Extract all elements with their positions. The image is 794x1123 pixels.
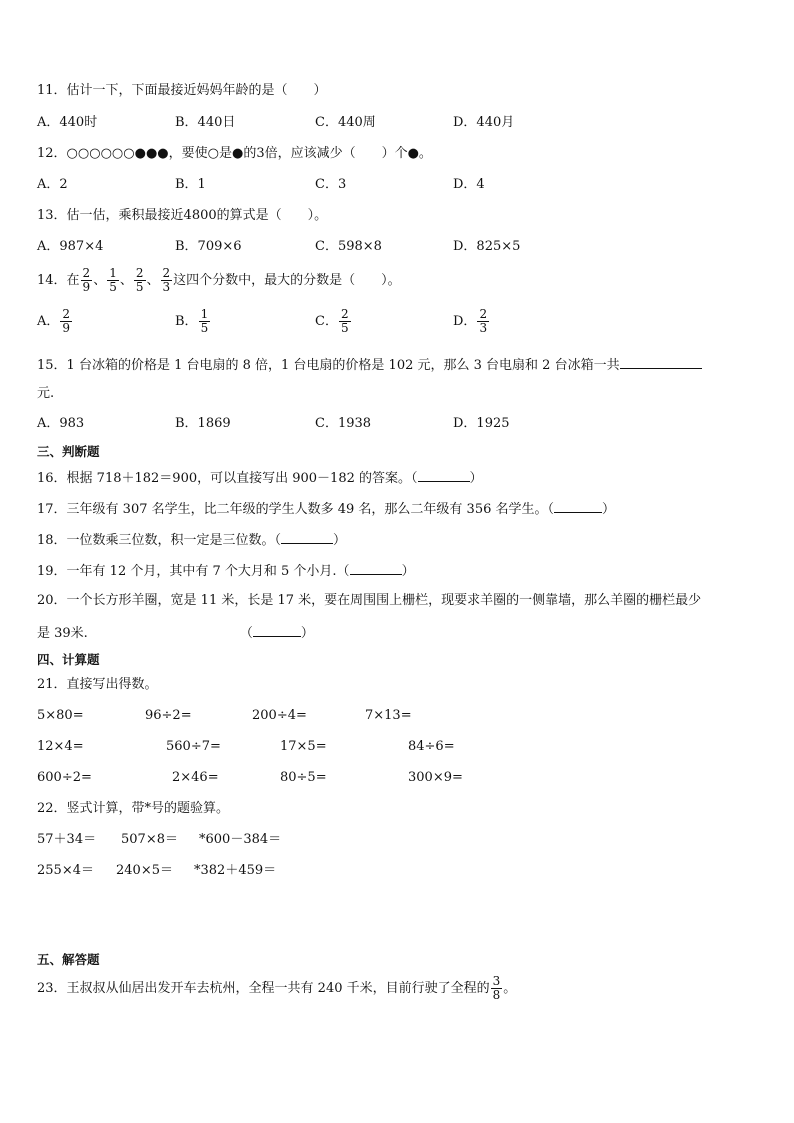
q11-stem: 11．估计一下，下面最接近妈妈年龄的是（ ） xyxy=(37,83,327,98)
fraction: $\frac{1}{5}$ xyxy=(109,266,117,294)
answer-blank[interactable] xyxy=(554,499,602,513)
q14-option-a: A． $\frac{2}{9}$ xyxy=(37,307,71,335)
calc-item: *382＋459＝ xyxy=(194,863,277,878)
q15-option-c: C．1938 xyxy=(315,416,372,431)
calc-item: 7×13= xyxy=(365,708,412,723)
calc-item: *600－384＝ xyxy=(199,832,282,847)
q15-stem-cont: 元. xyxy=(37,386,55,401)
q12-option-c: C．3 xyxy=(315,177,347,192)
q13-option-a: A．987×4 xyxy=(37,239,104,254)
q15-option-b: B．1869 xyxy=(175,416,231,431)
q11-option-b: B．440日 xyxy=(175,115,236,130)
q11-option-c: C．440周 xyxy=(315,115,376,130)
q17: 17．三年级有 307 名学生，比二年级的学生人数多 49 名，那么二年级有 356 名学生。（ ） xyxy=(37,499,615,519)
q21-stem: 21．直接写出得数。 xyxy=(37,677,158,692)
calc-item: 96÷2= xyxy=(145,708,192,723)
q12-option-d: D．4 xyxy=(453,177,485,192)
q12-stem: 12．○○○○○○●●●，要使○是●的3倍，应该减少（ ）个●。 xyxy=(37,146,432,161)
q20-line2: 是 39米. （ ） xyxy=(37,623,314,643)
calc-item: 240×5＝ xyxy=(116,863,173,878)
calc-item: 80÷5= xyxy=(280,770,327,785)
answer-blank[interactable] xyxy=(350,561,402,575)
answer-blank[interactable] xyxy=(281,530,333,544)
separator: 、 xyxy=(119,273,133,288)
q14-stem xyxy=(37,266,401,296)
q22-stem: 22．竖式计算，带*号的题验算。 xyxy=(37,801,230,816)
q16: 16．根据 718＋182＝900，可以直接写出 900－182 的答案。（ ） xyxy=(37,468,483,488)
q19: 19．一年有 12 个月，其中有 7 个大月和 5 个小月.（ ） xyxy=(37,561,415,581)
calc-item: 600÷2= xyxy=(37,770,92,785)
answer-blank[interactable] xyxy=(418,468,470,482)
separator: 、 xyxy=(93,273,107,288)
q23: 23．王叔叔从仙居出发开车去杭州，全程一共有 240 千米，目前行驶了全程的 $\frac{3}{8}$ 。 xyxy=(37,974,517,1002)
calc-item: 12×4= xyxy=(37,739,84,754)
calc-item: 5×80= xyxy=(37,708,84,723)
q13-option-c: C．598×8 xyxy=(315,239,382,254)
calc-item: 200÷4= xyxy=(252,708,307,723)
q15-option-d: D．1925 xyxy=(453,416,510,431)
q11-option-d: D．440月 xyxy=(453,115,515,130)
calc-item: 17×5= xyxy=(280,739,327,754)
q14-option-d: D． $\frac{2}{3}$ xyxy=(453,307,488,335)
q12-option-a: A．2 xyxy=(37,177,68,192)
fraction: $\frac{2}{5}$ xyxy=(135,266,144,294)
section-heading-calculation: 四、计算题 xyxy=(37,652,100,667)
separator: 、 xyxy=(146,273,160,288)
calc-item: 57＋34＝ xyxy=(37,832,97,847)
answer-blank[interactable] xyxy=(620,355,702,369)
calc-item: 560÷7= xyxy=(166,739,221,754)
q14-prefix: 14．在 xyxy=(37,273,80,288)
q14-option-b: B． $\frac{1}{5}$ xyxy=(175,307,209,335)
q15-option-a: A．983 xyxy=(37,416,85,431)
answer-blank[interactable] xyxy=(253,623,301,637)
q11-option-a: A．440时 xyxy=(37,115,98,130)
q18: 18．一位数乘三位数，积一定是三位数。（ ） xyxy=(37,530,346,550)
q14-option-c: C． $\frac{2}{5}$ xyxy=(315,307,349,335)
calc-item: 2×46= xyxy=(172,770,219,785)
q13-stem: 13．估一估，乘积最接近4800的算式是（ ）。 xyxy=(37,208,328,223)
q13-option-d: D．825×5 xyxy=(453,239,521,254)
fraction: $\frac{3}{8}$ xyxy=(492,974,501,1002)
calc-item: 507×8＝ xyxy=(121,832,178,847)
fraction: $\frac{2}{3}$ xyxy=(162,266,171,294)
section-heading-solve: 五、解答题 xyxy=(37,952,100,967)
q13-option-b: B．709×6 xyxy=(175,239,242,254)
q20-line1: 20．一个长方形羊圈，宽是 11 米，长是 17 米，要在周围围上栅栏，现要求羊圈的一侧靠墙，那么羊圈的栅栏最少 xyxy=(37,593,702,608)
fraction: $\frac{2}{9}$ xyxy=(82,266,91,294)
calc-item: 84÷6= xyxy=(408,739,455,754)
q15-stem: 15．1 台冰箱的价格是 1 台电扇的 8 倍，1 台电扇的价格是 102 元，那么 3 台电扇和 2 台冰箱一共 xyxy=(37,355,702,375)
q14-suffix: 这四个分数中，最大的分数是（ ）。 xyxy=(173,273,401,288)
q12-option-b: B．1 xyxy=(175,177,206,192)
calc-item: 300×9= xyxy=(408,770,463,785)
section-heading-judgement: 三、判断题 xyxy=(37,444,100,459)
calc-item: 255×4＝ xyxy=(37,863,94,878)
